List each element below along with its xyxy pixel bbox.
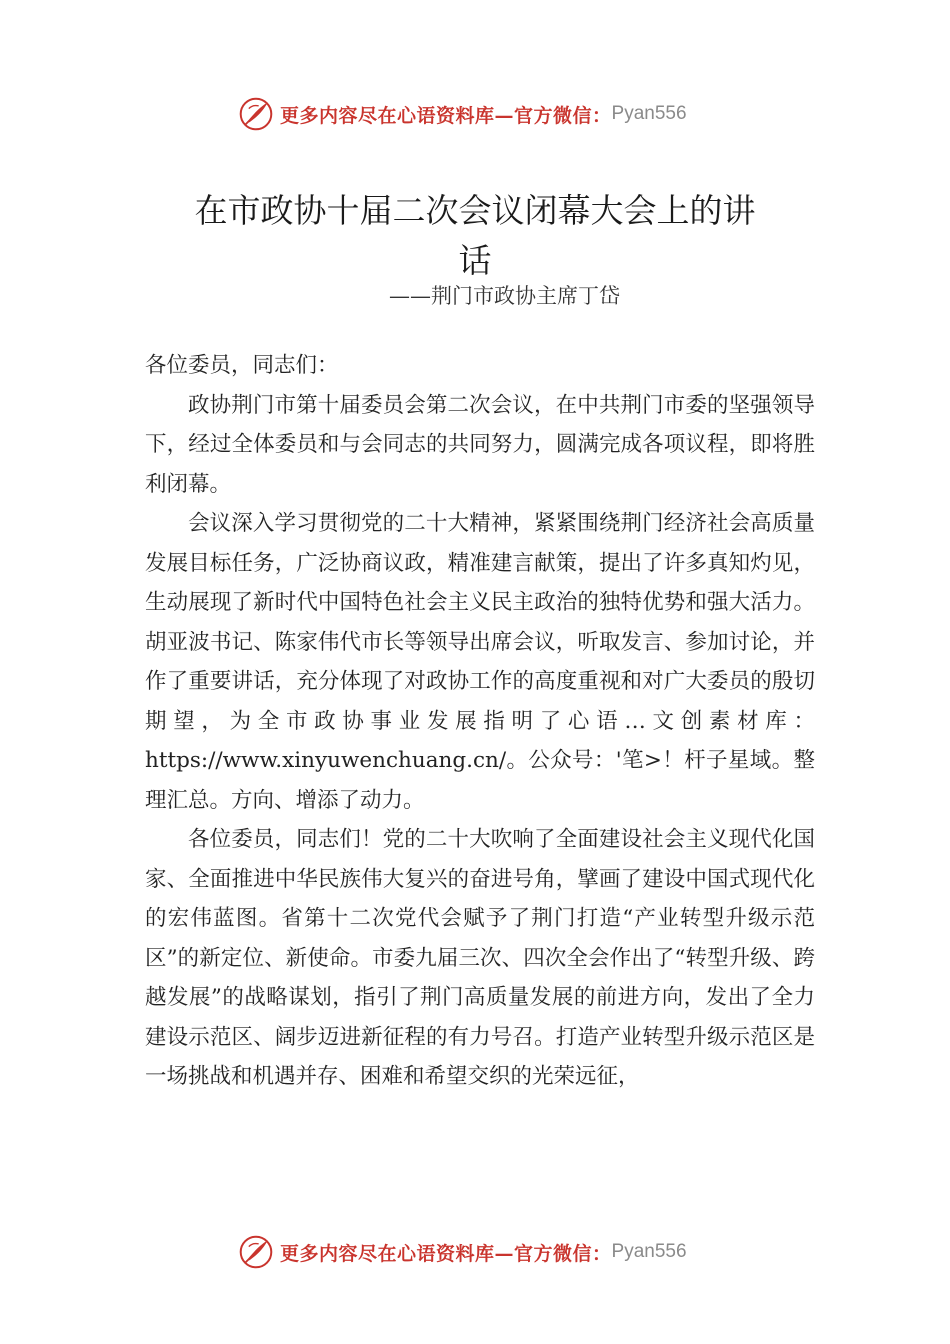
title-line-1: 在市政协十届二次会议闭幕大会上的讲 xyxy=(194,191,756,230)
paragraph: 政协荆门市第十届委员会第二次会议，在中共荆门市委的坚强领导下，经过全体委员和与会同志的共同努力，圆满完成各项议程，即将胜利闭幕。 xyxy=(145,392,815,497)
banner-wechat-id: Pyan556 xyxy=(611,1241,687,1262)
quill-pen-logo-icon xyxy=(238,96,274,132)
footer-banner xyxy=(238,1232,738,1272)
banner-text: 更多内容尽在心语资料库—官方微信： xyxy=(280,104,612,127)
document-title xyxy=(120,186,830,286)
header-banner xyxy=(238,94,738,134)
document-body xyxy=(145,346,815,1097)
title-line-2: 话 xyxy=(458,241,492,280)
document-subtitle: ——荆门市政协主席丁岱 xyxy=(389,284,620,308)
paragraph: 各位委员，同志们！党的二十大吹响了全面建设社会主义现代化国家、全面推进中华民族伟大复兴的奋进号角，擘画了建设中国式现代化的宏伟蓝图。省第十二次党代会赋予了荆门打造“产业转型升级示范区”的新定位、新使命。市委九届三次、四次全会作出了“转型升级、跨越发展”的战略谋划，指引了荆门高质量发展的前进方向，发出了全力建设示范区、阔步迈进新征程的有力号召。打造产业转型升级示范区是一场挑战和机遇并存、困难和希望交织的光荣远征， xyxy=(145,827,815,1089)
banner-wechat-id: Pyan556 xyxy=(611,103,687,124)
salutation: 各位委员，同志们： xyxy=(145,353,339,378)
quill-pen-logo-icon xyxy=(238,1234,274,1270)
paragraph: 会议深入学习贯彻党的二十大精神，紧紧围绕荆门经济社会高质量发展目标任务，广泛协商议政，精准建言献策，提出了许多真知灼见，生动展现了新时代中国特色社会主义民主政治的独特优势和强大活力。胡亚波书记、陈家伟代市长等领导出席会议，听取发言、参加讨论，并作了重要讲话，充分体现了对政协工作的高度重视和对广大委员的殷切期望，为全市政协事业发展指明了心语…文创素材库：https://www.xinyuwenchuang.cn/。公众号：'笔>！杆子星域。整理汇总。方向、增添了动力。 xyxy=(145,511,815,813)
banner-text: 更多内容尽在心语资料库—官方微信： xyxy=(280,1242,612,1265)
